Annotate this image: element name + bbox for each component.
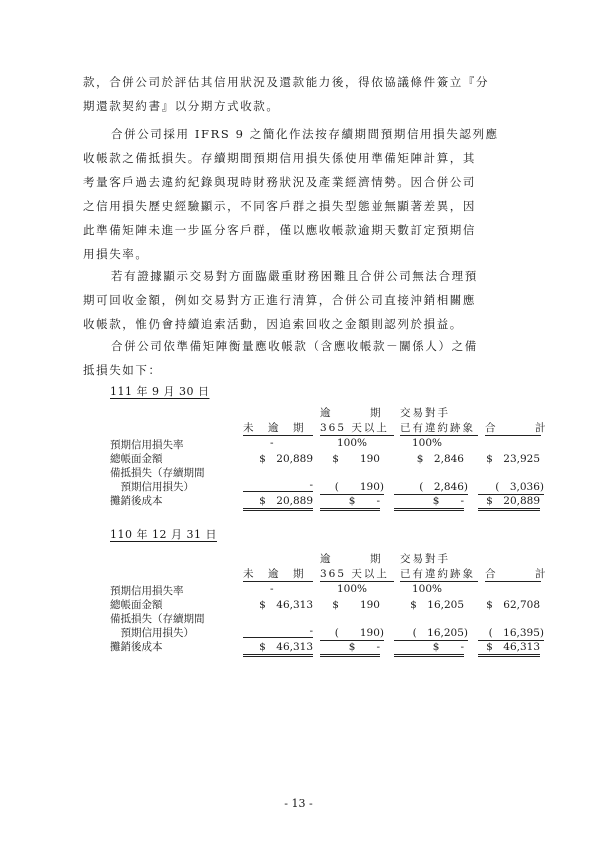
- cell-value: $ 190: [332, 453, 380, 465]
- aging-table-1: [110, 405, 548, 515]
- row-label: 攤銷後成本: [110, 495, 163, 507]
- cell-value: -: [243, 479, 313, 492]
- cell-value: ( 2,846): [394, 479, 468, 495]
- header-col3-top: 交易對手: [400, 407, 450, 419]
- header-col2-top: 逾 期: [320, 553, 383, 565]
- cell-value: $ -: [320, 639, 380, 657]
- cell-value: -: [243, 625, 313, 638]
- header-col4: 合 計: [485, 422, 548, 434]
- cell-value: ( 16,395): [478, 625, 544, 641]
- cell-value: $ 20,889: [243, 493, 313, 511]
- row-label: 預期信用損失率: [110, 585, 184, 597]
- cell-value: ( 190): [320, 479, 384, 495]
- cell-value: ( 3,036): [478, 479, 544, 495]
- paragraph-2: [83, 122, 523, 266]
- text-line: 合併公司依準備矩陣衡量應收帳款（含應收帳款－關係人）之備: [111, 339, 478, 353]
- header-col2-top: 逾 期: [320, 407, 383, 419]
- cell-value: 100%: [337, 583, 368, 595]
- text-line: 期還款契約書』以分期方式收款。: [83, 99, 280, 113]
- row-label: 預期信用損失率: [110, 439, 184, 451]
- row-label: 預期信用損失）: [110, 627, 194, 639]
- table-title-1: 111 年 9 月 30 日: [110, 385, 210, 398]
- cell-value: 100%: [412, 437, 443, 449]
- row-label: 總帳面金額: [110, 453, 163, 465]
- cell-value: $ 20,889: [478, 493, 540, 511]
- header-col4: 合 計: [485, 568, 548, 580]
- cell-value: $ -: [394, 639, 464, 657]
- row-label: 攤銷後成本: [110, 641, 163, 653]
- text-line: 若有證據顯示交易對方面臨嚴重財務困難且合併公司無法合理預: [111, 269, 478, 283]
- text-line: 抵損失如下：: [83, 363, 162, 377]
- header-col3-bottom: 已有違約跡象: [400, 420, 478, 436]
- aging-table-2: [110, 551, 548, 661]
- text-line: 考量客戶過去違約紀錄與現時財務狀況及產業經濟情勢。因合併公司: [83, 175, 476, 189]
- text-line: 收帳款，惟仍會持續追索活動，因追索回收之金額則認列於損益。: [83, 317, 463, 331]
- cell-value: $ -: [320, 493, 380, 511]
- header-col3-top: 交易對手: [400, 553, 450, 565]
- row-label: 備抵損失（存續期間: [110, 467, 205, 479]
- header-col2-bottom: 365 天以上: [320, 566, 394, 582]
- cell-value: $ 20,889: [259, 453, 313, 465]
- text-line: 用損失率。: [83, 247, 149, 261]
- cell-value: $ 16,205: [410, 599, 464, 611]
- text-line: 之信用損失歷史經驗顯示，不同客戶群之損失型態並無顯著差異，因: [83, 199, 476, 213]
- text-line: 合併公司採用 IFRS 9 之簡化作法按存續期間預期信用損失認列應: [111, 127, 499, 141]
- paragraph-3: [83, 264, 523, 336]
- cell-value: -: [270, 583, 274, 595]
- table-title-2: 110 年 12 月 31 日: [110, 528, 217, 541]
- header-col1: 未 逾 期: [243, 420, 313, 436]
- header-col1: 未 逾 期: [243, 566, 313, 582]
- row-label: 備抵損失（存續期間: [110, 613, 205, 625]
- cell-value: $ -: [394, 493, 464, 511]
- paragraph-1: [83, 70, 523, 118]
- cell-value: 100%: [337, 437, 368, 449]
- page-number: - 13 -: [284, 797, 313, 810]
- header-col3-bottom: 已有違約跡象: [400, 566, 478, 582]
- cell-value: $ 62,708: [486, 599, 540, 611]
- cell-value: $ 190: [332, 599, 380, 611]
- header-col2-bottom: 365 天以上: [320, 420, 394, 436]
- paragraph-4: [83, 334, 523, 382]
- cell-value: $ 46,313: [243, 639, 313, 657]
- text-line: 收帳款之備抵損失。存續期間預期信用損失係使用準備矩陣計算，其: [83, 151, 476, 165]
- cell-value: $ 2,846: [416, 453, 464, 465]
- text-line: 款，合併公司於評估其信用狀況及還款能力後，得依協議條件簽立『分: [83, 75, 490, 89]
- cell-value: 100%: [412, 583, 443, 595]
- cell-value: ( 190): [320, 625, 384, 641]
- text-line: 此準備矩陣未進一步區分客戶群，僅以應收帳款逾期天數訂定預期信: [83, 223, 476, 237]
- row-label: 總帳面金額: [110, 599, 163, 611]
- text-line: 期可回收金額，例如交易對方正進行清算，合併公司直接沖銷相關應: [83, 293, 476, 307]
- cell-value: $ 23,925: [486, 453, 540, 465]
- cell-value: ( 16,205): [394, 625, 468, 641]
- cell-value: $ 46,313: [259, 599, 313, 611]
- cell-value: -: [270, 437, 274, 449]
- cell-value: $ 46,313: [478, 639, 540, 657]
- row-label: 預期信用損失）: [110, 481, 194, 493]
